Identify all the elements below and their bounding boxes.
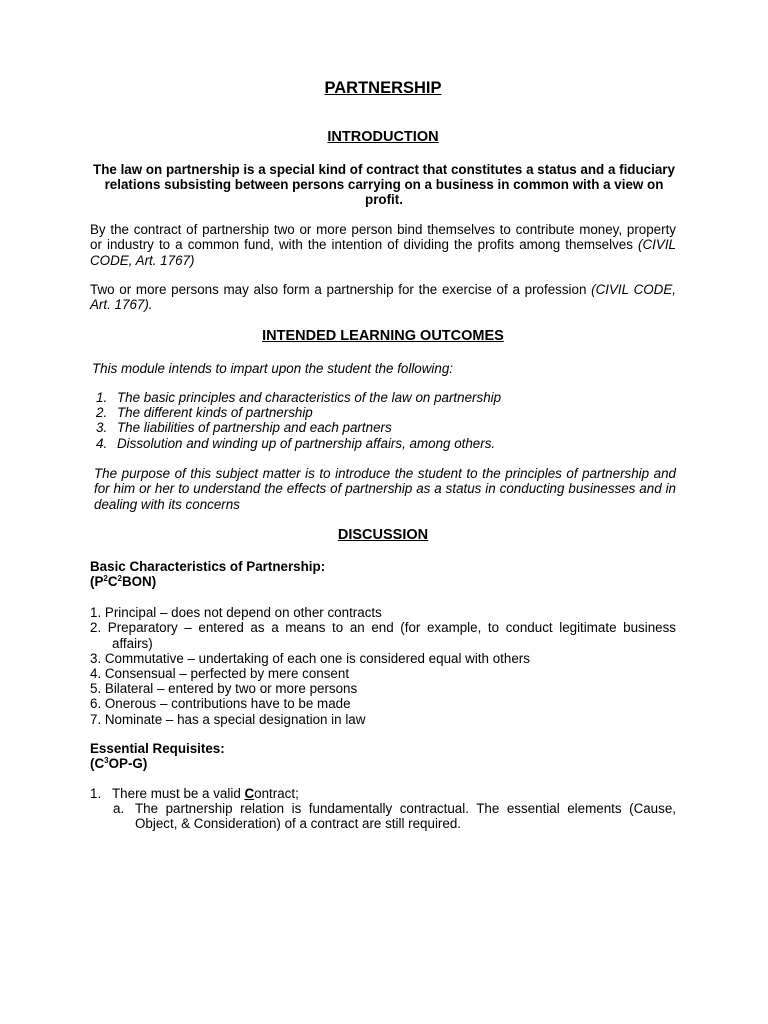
list-item: 7. Nominate – has a special designation in law [90, 711, 366, 727]
requisite-item-1: 1. There must be a valid Contract; [90, 786, 299, 801]
list-item: 2. The different kinds of partnership [96, 405, 313, 421]
list-item: 4. Dissolution and winding up of partnership affairs, among others. [96, 435, 496, 451]
characteristics-list [90, 605, 676, 727]
purpose-paragraph: The purpose of this subject matter is to introduce the student to the principles of partnership and for him or her to understand the effects of partnership as a status in conducting businesses and in dealing with its concerns [94, 466, 676, 512]
learning-outcomes-heading: INTENDED LEARNING OUTCOMES [262, 328, 504, 344]
introduction-paragraph-1 [90, 222, 676, 268]
list-item: 1. Principal – does not depend on other contracts [90, 605, 382, 620]
paragraph-text: By the contract of partnership two or more person bind themselves to contribute money, property or industry to a common fund, with the intention of dividing the profits among themselves [90, 222, 676, 253]
characteristics-mnemonic: $(P^2C^2BON)$ [90, 574, 157, 590]
civil-code-citation: (CIVIL CODE, Art. 1767). [90, 282, 676, 313]
list-item: 6. Onerous – contributions have to be made [90, 696, 351, 712]
list-item: 2. Preparatory – entered as a means to an end (for example, to conduct legitimate business affairs) [90, 620, 676, 651]
introduction-definition: The law on partnership is a special kind of contract that constitutes a status and a fiduciary relations subsisting between persons carrying on a business in common with a view on profit. [93, 162, 675, 208]
characteristics-title: Basic Characteristics of Partnership: [90, 559, 326, 574]
learning-outcomes-list [96, 390, 676, 451]
learning-outcomes-intro: This module intends to impart upon the student the following: [92, 361, 454, 376]
list-item: 4. Consensual – perfected by mere consent [90, 666, 350, 681]
paragraph-text: Two or more persons may also form a partnership for the exercise of a profession [90, 282, 587, 297]
document-title: PARTNERSHIP [324, 79, 442, 97]
list-item: 3. The liabilities of partnership and each partners [96, 420, 392, 436]
requisites-title: Essential Requisites: [90, 741, 225, 756]
list-item: 3. Commutative – undertaking of each one is considered equal with others [90, 650, 530, 666]
list-item: 5. Bilateral – entered by two or more persons [90, 681, 358, 697]
requisite-item-1a: a. The partnership relation is fundamentally contractual. The essential elements (Cause, Object, & Consideration) of a contract are still required. [113, 801, 676, 832]
requisites-mnemonic: $(C^3OP-G)$ [90, 756, 148, 772]
list-item: 1. The basic principles and characteristics of the law on partnership [96, 390, 502, 405]
civil-code-citation: (CIVIL CODE, Art. 1767) [90, 237, 676, 268]
discussion-heading: DISCUSSION [337, 527, 429, 543]
introduction-heading: INTRODUCTION [327, 129, 439, 145]
requisites-heading [90, 741, 676, 771]
introduction-paragraph-2 [90, 282, 676, 313]
characteristics-heading [90, 559, 676, 589]
contract-key-letter: C [244, 786, 255, 801]
